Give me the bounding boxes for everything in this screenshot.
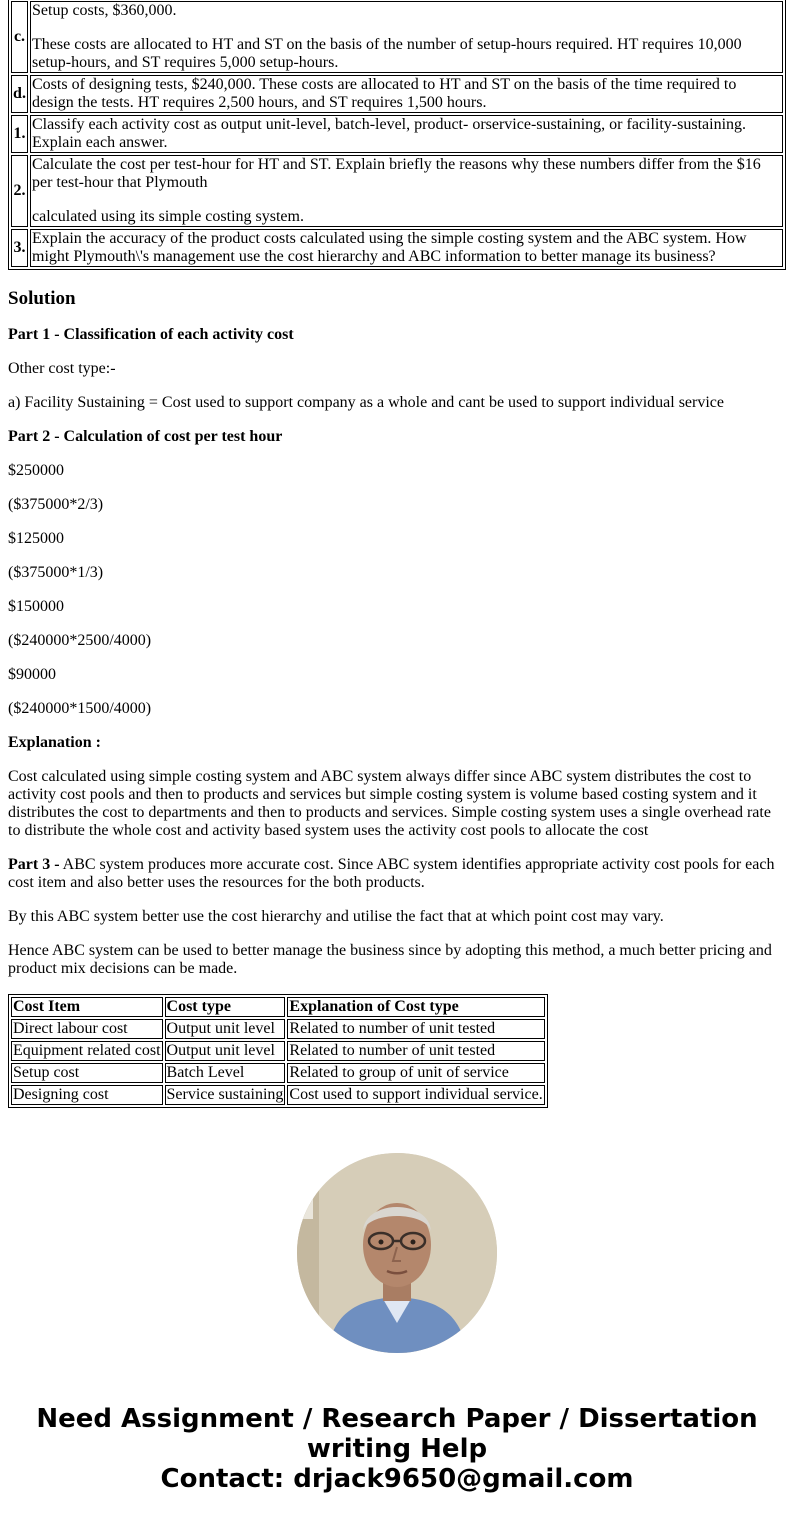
cost-table-header: Cost type (165, 997, 286, 1017)
avatar (297, 1153, 497, 1353)
explanation-text: Cost calculated using simple costing system and ABC system always differ since ABC system distributes the cost to activity cost pools and then to products and services but simple costing system is volume based costing system and it distributes the cost to departments and then to products and services. Simple costing system uses a single overhead rate to distribute the whole cost and activity based system uses the activity cost pools to allocate the cost (8, 768, 771, 839)
calc-line: $125000 (8, 530, 64, 547)
facility-sustaining-text: a) Facility Sustaining = Cost used to support company as a whole and cant be used to support individual service (8, 394, 725, 411)
row-text (30, 75, 783, 113)
row-text-line: Calculate the cost per test-hour for HT and ST. Explain briefly the reasons why these numbers differ from the $16 per test-hour that Plymouth (32, 156, 761, 191)
table-cell: Service sustaining (166, 1086, 284, 1103)
table-row (11, 1019, 545, 1039)
table-cell: Equipment related cost (13, 1042, 161, 1059)
calc-line: ($375000*2/3) (8, 496, 104, 513)
calc-line: $150000 (8, 598, 64, 615)
explanation-heading: Explanation : (8, 734, 101, 751)
cost-table-header: Cost Item (11, 997, 163, 1017)
table-row (11, 1063, 545, 1083)
question-table (8, 0, 786, 270)
question-row-3 (11, 229, 783, 267)
table-cell: Cost used to support individual service. (289, 1086, 543, 1103)
part3-paragraph (8, 856, 786, 892)
part1-heading: Part 1 - Classification of each activity cost (8, 326, 294, 343)
part3-label: Part 3 - (8, 856, 60, 873)
table-cell: Output unit level (165, 1041, 286, 1061)
table-row (11, 1041, 545, 1061)
row-text-line: These costs are allocated to HT and ST on the basis of the number of setup-hours required. HT requires 10,000 setup-hours, and ST requires 5,000 setup-hours. (32, 36, 742, 71)
row-label: c. (11, 1, 28, 73)
table-row (11, 1085, 545, 1105)
question-row-2 (11, 155, 783, 227)
table-cell: Designing cost (11, 1085, 163, 1105)
cost-table-header: Explanation of Cost type (287, 997, 544, 1017)
row-text-line: Explain the accuracy of the product costs calculated using the simple costing system and the ABC system. How might Plymouth\'s management use the cost hierarchy and ABC information to better manage its business? (32, 230, 747, 265)
hierarchy-text: By this ABC system better use the cost hierarchy and utilise the fact that at which point cost may vary. (8, 908, 664, 925)
question-row-1 (11, 115, 783, 153)
row-text-line: Classify each activity cost as output unit-level, batch-level, product- orservice-sustaining, or facility-sustaining. Explain each answer. (32, 116, 747, 151)
question-row-c (11, 1, 783, 73)
row-text-line: Costs of designing tests, $240,000. These costs are allocated to HT and ST on the basis of the time required to design the tests. HT requires 2,500 hours, and ST requires 1,500 hours. (32, 76, 737, 111)
table-cell: Related to group of unit of service (287, 1063, 544, 1083)
row-text (30, 155, 783, 227)
row-label: 2. (11, 155, 28, 227)
row-text-line: calculated using its simple costing system. (32, 208, 304, 225)
row-text-line: Setup costs, $360,000. (32, 2, 177, 19)
help-banner (0, 1404, 794, 1494)
cost-table (8, 994, 548, 1108)
cost-table-header-row (11, 997, 545, 1017)
question-row-d (11, 75, 783, 113)
table-cell: Batch Level (165, 1063, 286, 1083)
calc-line: $250000 (8, 462, 64, 479)
row-text (30, 229, 783, 267)
conclusion-text: Hence ABC system can be used to better manage the business since by adopting this method, a much better pricing and product mix decisions can be made. (8, 942, 772, 977)
person-photo-icon (297, 1153, 497, 1353)
banner-line: Need Assignment / Research Paper / Dissertation (36, 1404, 758, 1434)
table-cell: Related to number of unit tested (287, 1041, 544, 1061)
table-cell: Setup cost (11, 1063, 163, 1083)
other-cost-type: Other cost type:- (8, 360, 116, 377)
calc-line: ($240000*2500/4000) (8, 632, 152, 649)
table-cell: Related to number of unit tested (287, 1019, 544, 1039)
row-label: 3. (11, 229, 28, 267)
banner-line: writing Help (306, 1434, 488, 1464)
calc-line: $90000 (8, 666, 56, 683)
solution-section (8, 288, 786, 1108)
row-label: d. (11, 75, 28, 113)
part2-heading: Part 2 - Calculation of cost per test hour (8, 428, 283, 445)
part3-text: ABC system produces more accurate cost. Since ABC system identifies appropriate activity cost pools for each cost item and also better uses the resources for the both products. (8, 856, 775, 891)
row-label: 1. (11, 115, 28, 153)
table-cell: Output unit level (165, 1019, 286, 1039)
page-content (8, 0, 786, 1108)
calc-line: ($375000*1/3) (8, 564, 104, 581)
row-text (30, 115, 783, 153)
table-cell: Direct labour cost (11, 1019, 163, 1039)
contact-email[interactable]: Contact: drjack9650@gmail.com (160, 1464, 634, 1494)
row-text (30, 1, 783, 73)
calc-line: ($240000*1500/4000) (8, 700, 152, 717)
solution-heading: Solution (8, 288, 76, 309)
